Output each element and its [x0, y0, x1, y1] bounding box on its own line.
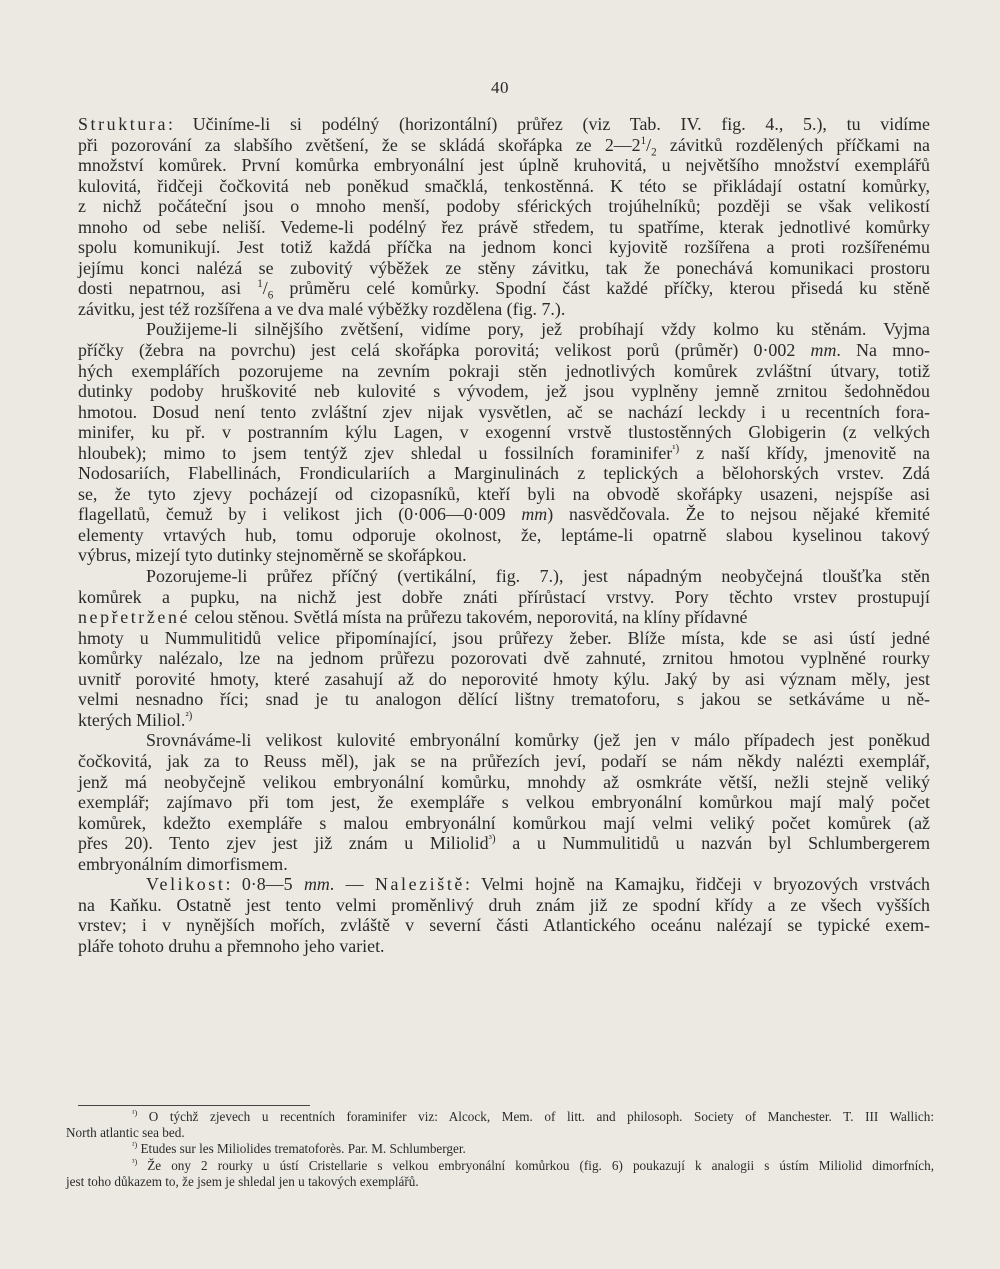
text-run: se, že tyto zjevy pocházejí od cizopasníků, kteří byli na obvodě skořápky usazeni, nejspíše asi — [78, 483, 930, 504]
text-line — [78, 689, 930, 710]
text-run: : Velmi hojně na Kamajku, řidčeji v bryozových vrstvách — [464, 874, 930, 895]
text-run: embryonálním dimorfismem. — [78, 853, 288, 874]
text-run: ²) — [132, 1141, 138, 1151]
text-line — [78, 176, 930, 197]
footnote-line — [66, 1174, 934, 1190]
text-line — [78, 484, 930, 505]
text-line — [78, 710, 930, 731]
text-run: ²) — [185, 709, 193, 722]
footnote-line — [66, 1125, 934, 1141]
text-line — [78, 422, 930, 443]
text-line — [78, 217, 930, 238]
text-run: uvnitř porovité hmoty, které zasahují až do neporovité hmoty kýlu. Jaký by asi význam měly, jest — [78, 668, 930, 689]
text-run: . — — [329, 874, 375, 895]
text-run: hých exemplářích pozorujeme na zevním pokraji stěn jednotlivých komůrek zvláštní útvary, totiž — [78, 360, 930, 381]
text-line — [78, 319, 930, 340]
text-line — [78, 648, 930, 669]
text-run: : Učiníme-li si podélný (horizontální) průřez (viz Tab. IV. fig. 4., 5.), tu vidíme — [167, 114, 930, 134]
text-line — [78, 463, 930, 484]
text-run: ) nasvědčovala. Že to nejsou nějaké křemité — [547, 504, 930, 525]
page-number: 40 — [491, 78, 509, 97]
text-run: a u Nummulitidů u nazván byl Schlumbergerem — [495, 833, 930, 854]
text-run: 2 — [651, 146, 657, 159]
text-run: ¹) — [672, 442, 680, 455]
text-line — [78, 936, 930, 957]
text-run: / — [646, 134, 652, 155]
text-line — [78, 525, 930, 546]
text-line — [78, 628, 930, 649]
footnote-line — [66, 1141, 934, 1157]
text-run: North atlantic sea bed. — [66, 1125, 185, 1141]
text-run: O týchž zjevech u recentních foraminifer viz: Alcock, Mem. of litt. and philosoph. Society of Manchester. T. III Wallich: — [137, 1109, 934, 1124]
text-run: mm — [303, 874, 330, 895]
text-run: Struktura — [78, 114, 168, 134]
body-text — [78, 114, 930, 956]
footnote-line — [66, 1109, 934, 1125]
text-run: hloubek); mimo to jsem tentýž zjev shledal u fossilních foraminifer — [78, 442, 673, 463]
text-run: . Na mno- — [836, 340, 930, 361]
text-run: komůrek a pupku, na nichž jest dobře znáti přírůstací vrstvy. Pory těchto vrstev prostupují — [78, 586, 930, 607]
text-run: Nodosariích, Flabellinách, Frondiculariích a Marginulinách z teplických a bělohorských vrstev. Zdá — [78, 463, 930, 484]
text-run: elementy vrtavých hub, tomu odporuje okolnost, že, leptáme-li opatrně slabou kyselinou takový — [78, 524, 930, 545]
text-line — [78, 340, 930, 361]
text-line — [78, 772, 930, 793]
text-run: dosti nepatrnou, asi — [78, 278, 258, 299]
text-run: průměru celé komůrky. Spodní část každé příčky, kterou přisedá ku stěně — [273, 278, 930, 299]
text-run: pláře tohoto druhu a přemnoho jeho variet. — [78, 935, 385, 956]
text-run: příčky (žebra na povrchu) jest celá skořápka porovitá; velikost porů (průměr) 0·002 — [78, 340, 811, 361]
text-run: při pozorování za slabšího zvětšení, že se skládá skořápka ze 2—2 — [78, 134, 641, 155]
text-line — [78, 381, 930, 402]
text-line — [78, 196, 930, 217]
text-line — [78, 813, 930, 834]
text-run: mnoho od sebe neliší. Vedeme-li podélný řez právě středem, tu spatříme, kterak jednotlivé komůrky — [78, 216, 930, 237]
text-run: celou stěnou. Světlá místa na průřezu takovém, neporovitá, na klíny přídavné — [190, 607, 748, 628]
text-line — [78, 587, 930, 608]
text-line — [78, 278, 930, 302]
text-run: Etudes sur les Miliolides trematoforès. Par. M. Schlumberger. — [137, 1141, 466, 1157]
text-line — [78, 854, 930, 875]
text-line — [78, 545, 930, 566]
text-line — [78, 237, 930, 258]
text-run: 6 — [267, 289, 274, 302]
text-line — [78, 751, 930, 772]
text-run: závitku, jest též rozšířena a ve dva malé výběžky rozdělena (fig. 7.). — [78, 298, 566, 319]
text-line — [78, 114, 930, 135]
text-run: z naší křídy, jmenovitě na — [679, 442, 930, 463]
text-run: Naleziště — [374, 874, 465, 895]
text-run: 1 — [257, 278, 263, 291]
text-run: čočkovitá, jak za to Reuss měl), jak se na průřezích jeví, podaří se nám někdy nalézti exemplář, — [78, 750, 930, 771]
text-run: Velikost — [146, 874, 226, 895]
text-run: přes 20). Tento zjev jest již znám u Miliolid — [78, 833, 489, 854]
text-run: z nichž počáteční jsou o mnoho menší, podoby sférických trojúhelníků; později se však velikostí — [78, 196, 930, 217]
text-run: ³) — [132, 1157, 138, 1167]
text-line — [78, 792, 930, 813]
text-run: spolu komunikují. Jest totiž každá příčka na jednom konci kyjovitě rozšířena a proti rozšířenému — [78, 237, 930, 258]
text-run: komůrek, kdežto exempláře s malou embryonální komůrkou mají velmi veliký počet komůrek (až — [78, 812, 930, 833]
text-line — [78, 258, 930, 279]
footnote-divider — [78, 1105, 310, 1106]
footnotes — [66, 1109, 934, 1190]
text-run: velmi nesnadno říci; snad je tu analogon dělící lištny trematoforu, s jakou se setkáváme u ně- — [78, 689, 930, 710]
text-run: dutinky podoby hruškovité neb kulovité s vývodem, jež jsou vyplněny jemně zrnitou šedohnědou — [78, 381, 930, 402]
text-run: Že ony 2 rourky u ústí Cristellarie s velkou embryonální komůrkou (fig. 6) poukazují k analogii s ústím Miliolid dimorfních, — [137, 1157, 934, 1173]
text-run: ¹) — [132, 1108, 138, 1118]
text-run: kterých Miliol. — [78, 709, 186, 730]
text-run: komůrky nalézalo, lze na jednom průřezu pozorovati dvě zahnuté, zrnitou hmotou vyplněné rourky — [78, 648, 930, 669]
footnote-line — [66, 1158, 934, 1174]
text-line — [78, 730, 930, 751]
text-run: Použijeme-li silnějšího zvětšení, vidíme pory, jež probíhají vždy kolmo ku stěnám. Vyjma — [146, 319, 930, 340]
text-run: na Kaňku. Ostatně jest tento velmi proměnlivý druh znám již ze spodní křídy a ze všech vyšších — [78, 894, 930, 915]
text-run: Srovnáváme-li velikost kulovité embryonální komůrky (jež jen v málo případech jest poněkud — [146, 730, 930, 751]
text-line — [78, 915, 930, 936]
text-line — [78, 566, 930, 587]
text-line — [78, 833, 930, 854]
text-line — [78, 443, 930, 464]
text-run: flagellatů, čemuž by i velikost jich (0·006—0·009 — [78, 504, 522, 525]
text-run: vrstev; i v nynějších mořích, zvláště v severní části Atlantického oceánu nalézají se typické exem- — [78, 915, 930, 936]
text-line — [78, 299, 930, 320]
text-run: závitků rozdělených příčkami na — [656, 134, 930, 155]
text-run: množství komůrek. První komůrka embryonální jest úplně kruhovitá, u největšího množství exemplářů — [78, 155, 930, 176]
text-run: 1 — [640, 134, 647, 147]
text-run: ³) — [488, 833, 496, 846]
text-run: nepřetržené — [78, 607, 191, 628]
text-line — [78, 895, 930, 916]
text-line — [78, 874, 930, 895]
text-run: jejímu konci nalézá se zubovitý výběžek ze stěny závitku, tak že ponechává komunikaci prostoru — [78, 257, 930, 278]
text-run: : 0·8—5 — [225, 874, 304, 895]
text-line — [78, 669, 930, 690]
text-run: exemplář; zajímavo při tom jest, že exempláře s velkou embryonální komůrkou mají malý počet — [78, 792, 930, 813]
text-run: / — [262, 278, 268, 299]
text-line — [78, 134, 930, 159]
text-run: mm — [810, 340, 837, 361]
text-run: Pozorujeme-li průřez příčný (vertikální, fig. 7.), jest nápadným neobyčejná tloušťka stěn — [146, 566, 930, 587]
text-line — [78, 402, 930, 423]
text-run: mm — [521, 504, 548, 525]
text-line — [78, 155, 930, 176]
text-run: jest toho důkazem to, že jsem je shledal jen u takových exemplářů. — [66, 1173, 419, 1189]
text-run: kulovitá, řidčeji čočkovitá neb poněkud smačklá, tenkostěnná. K této se přikládají ostatní komůrky, — [78, 175, 930, 196]
text-run: hmotou. Dosud není tento zvláštní zjev nijak vysvětlen, ač se nachází leckdy i u recentních fora- — [78, 401, 930, 422]
text-run: jenž má neobyčejně velikou embryonální komůrku, mnohdy až osmkráte větší, nežli stejně veliký — [78, 771, 930, 792]
text-run: minifer, ku př. v postranním kýlu Lagen, v exogenní vrstvě tlustostěnných Globigerin (z velkých — [78, 422, 930, 443]
text-line — [78, 607, 930, 628]
text-line — [78, 361, 930, 382]
text-run: hmoty u Nummulitidů velice připomínající, jsou průřezy žeber. Blíže místa, kde se asi ústí jedné — [78, 627, 930, 648]
text-run: výbrus, mizejí tyto dutinky stejnoměrně se skořápkou. — [78, 545, 467, 566]
text-line — [78, 504, 930, 525]
